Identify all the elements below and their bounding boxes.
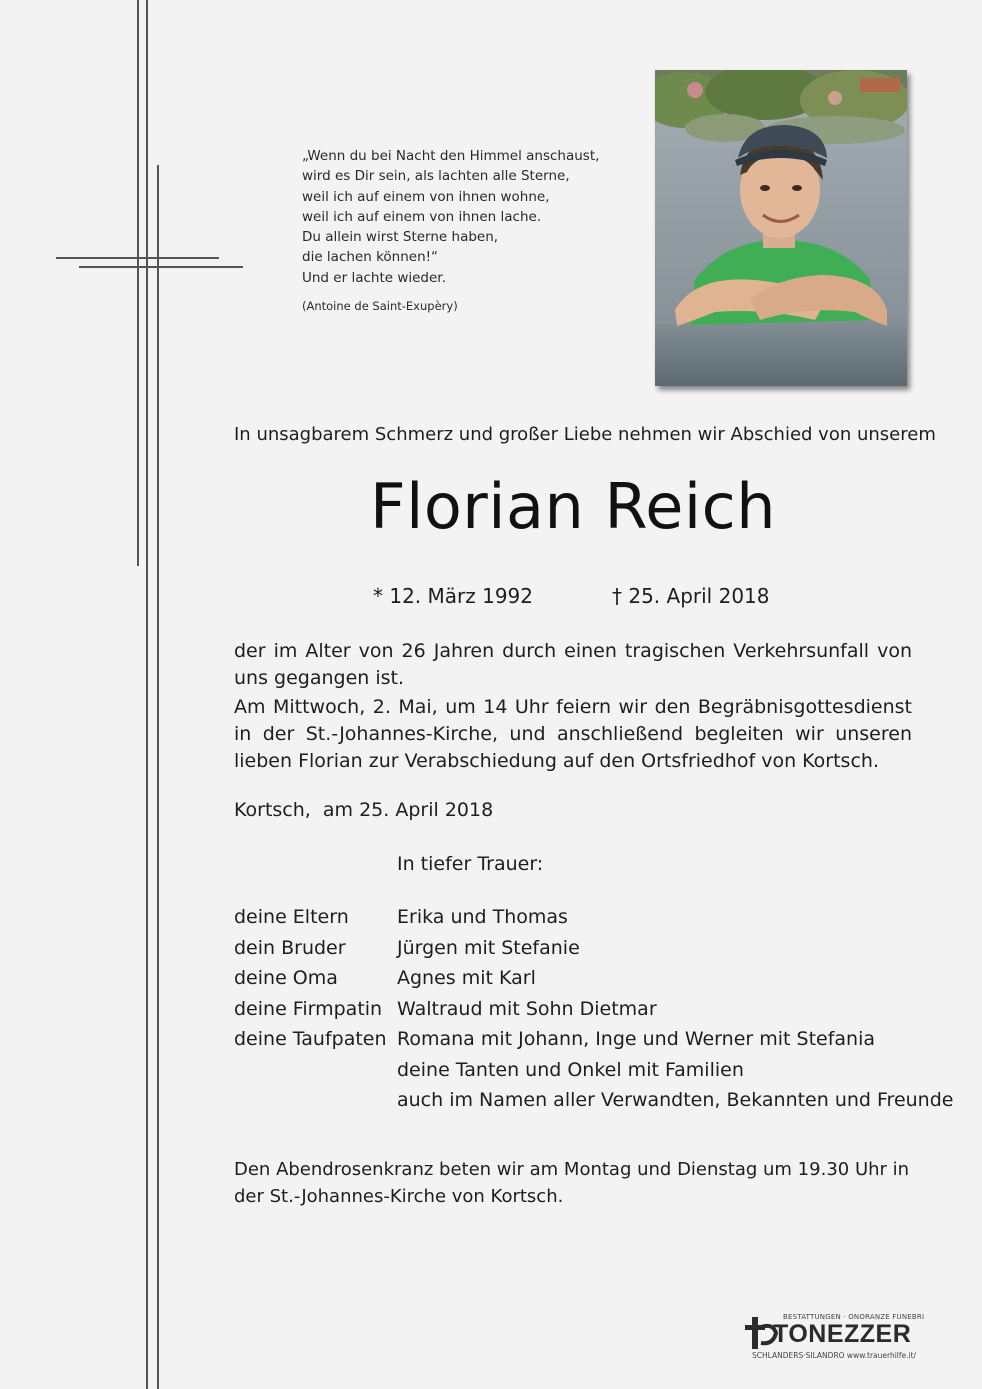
cross-short-line [157,165,159,1389]
cross-long-line-1 [137,0,139,566]
logo-tagline: BESTATTUNGEN · ONORANZE FUNEBRI [783,1313,925,1321]
mourner-names: Jürgen mit Stefanie [397,936,580,959]
mourner-names: Erika und Thomas [397,906,568,928]
mourner-relation: deine Firmpatin [234,997,383,1020]
rosary-notice: Den Abendrosenkranz beten wir am Montag und Dienstag um 19.30 Uhr in der St.-Johannes-Kirche von Kortsch. [234,1159,910,1207]
mourner-names: Waltraud mit Sohn Dietmar [397,997,657,1020]
mourner-names: Romana mit Johann, Inge und Werner mit Stefania [397,1028,876,1050]
paragraph-death-notice: der im Alter von 26 Jahren durch einen tragischen Verkehrsunfall von uns gegangen ist. [234,640,912,689]
quote-line: „Wenn du bei Nacht den Himmel anschaust, [302,148,600,164]
mourner-relation: deine Taufpaten [234,1028,387,1050]
mourner-relation: deine Eltern [234,906,349,928]
intro-text: In unsagbarem Schmerz und großer Liebe nehmen wir Abschied von unserem [234,424,936,445]
funeral-home-logo [743,1313,925,1363]
quote-line: Du allein wirst Sterne haben, [302,229,499,246]
portrait-photo [655,70,907,386]
cross-bar-1 [56,257,219,259]
quote-line: wird es Dir sein, als lachten alle Sterne, [302,168,570,185]
cross-bar-2 [79,266,243,268]
logo-footer: SCHLANDERS·SILANDRO www.trauerhilfe.it/ [752,1351,917,1360]
mourner-relation: deine Oma [234,967,338,989]
paragraph-funeral-details: Am Mittwoch, 2. Mai, um 14 Uhr feiern wir den Begräbnisgottesdienst in der St.-Johannes-Kirche, und anschließend begleiten wir unseren lieben Florian zur Verabschiedung auf den Ortsfriedhof von Kortsch. [234,696,912,772]
place-and-date: Kortsch, am 25. April 2018 [234,799,494,821]
deceased-name: Florian Reich [369,470,777,543]
quote-block [302,146,599,316]
death-date: † 25. April 2018 [612,584,770,608]
mourner-names: auch im Namen aller Verwandten, Bekannten und Freunde [397,1089,954,1111]
quote-line: weil ich auf einem von ihnen lache. [302,208,542,225]
logo-brand: TONEZZER [773,1320,912,1348]
mourner-names: Agnes mit Karl [397,967,536,989]
mourning-heading: In tiefer Trauer: [397,853,544,875]
birth-date: * 12. März 1992 [373,584,534,608]
quote-line: die lachen können!“ [302,249,439,266]
cross-long-line-2 [146,0,148,1389]
quote-line: weil ich auf einem von ihnen wohne, [302,188,550,205]
quote-line: Und er lachte wieder. [302,269,446,286]
mourner-relation: dein Bruder [234,936,346,959]
quote-attribution: (Antoine de Saint-Exupèry) [302,299,458,314]
mourner-names: deine Tanten und Onkel mit Familien [397,1058,744,1081]
portrait-illustration [655,70,907,386]
